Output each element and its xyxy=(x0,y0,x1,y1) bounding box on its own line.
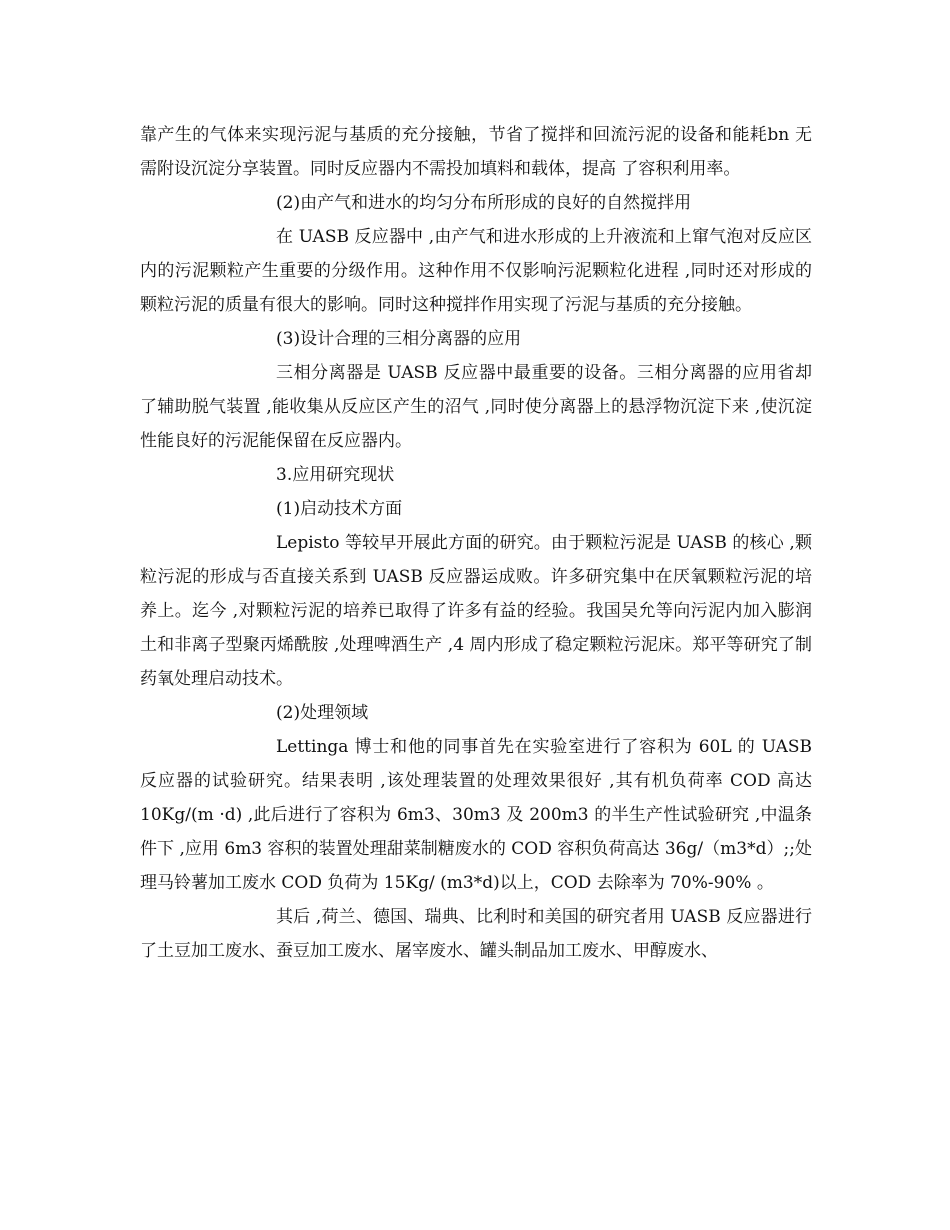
paragraph-startup: Lepisto 等较早开展此方面的研究。由于颗粒污泥是 UASB 的核心 ,颗粒污泥的形成与否直接关系到 UASB 反应器运成败。许多研究集中在厌氧颗粒污泥的培养上。迄今 ,对颗粒污泥的培养已取得了许多有益的经验。我国吴允等向污泥内加入膨润土和非离子型聚丙烯酰胺 ,处理啤酒生产 ,4 周内形成了稳定颗粒污泥床。郑平等研究了制药氧处理启动技术。 xyxy=(140,533,812,689)
subheading-natural-mixing: (2)由产气和进水的均匀分布所形成的良好的自然搅拌用 xyxy=(276,193,692,213)
paragraph-continuation: 靠产生的气体来实现污泥与基质的充分接触，节省了搅拌和回流污泥的设备和能耗bn 无需附设沉淀分享装置。同时反应器内不需投加填料和载体，提高 了容积利用率。 xyxy=(140,125,812,179)
section-heading-research-status: 3.应用研究现状 xyxy=(276,465,395,485)
paragraph-lettinga: Lettinga 博士和他的同事首先在实验室进行了容积为 60L 的 UASB 反应器的试验研究。结果表明 ,该处理装置的处理效果很好 ,其有机负荷率 COD 高达 10Kg/(m ·d) ,此后进行了容积为 6m3、30m3 及 200m3 的半生产性试验研究 ,中温条件下 ,应用 6m3 容积的装置处理甜菜制糖废水的 COD 容积负荷高达 36g/（m3*d）;;处理马铃薯加工废水 COD 负荷为 15Kg/ (m3*d)以上，COD 去除率为 70%-90% 。 xyxy=(140,737,812,893)
subheading-startup-technology: (1)启动技术方面 xyxy=(276,499,403,519)
paragraph-later-research: 其后 ,荷兰、德国、瑞典、比利时和美国的研究者用 UASB 反应器进行了土豆加工废水、蚕豆加工废水、屠宰废水、罐头制品加工废水、甲醇废水、 xyxy=(140,907,812,961)
paragraph-mixing: 在 UASB 反应器中 ,由产气和进水形成的上升液流和上窜气泡对反应区内的污泥颗粒产生重要的分级作用。这种作用不仅影响污泥颗粒化进程 ,同时还对形成的颗粒污泥的质量有很大的影响。同时这种搅拌作用实现了污泥与基质的充分接触。 xyxy=(140,227,812,315)
paragraph-separator: 三相分离器是 UASB 反应器中最重要的设备。三相分离器的应用省却了辅助脱气装置 ,能收集从反应区产生的沼气 ,同时使分离器上的悬浮物沉淀下来 ,使沉淀性能良好的污泥能保留在反应器内。 xyxy=(140,363,812,451)
document-body xyxy=(140,118,812,968)
subheading-three-phase-separator: (3)设计合理的三相分离器的应用 xyxy=(276,329,522,349)
subheading-treatment-fields: (2)处理领域 xyxy=(276,703,369,723)
